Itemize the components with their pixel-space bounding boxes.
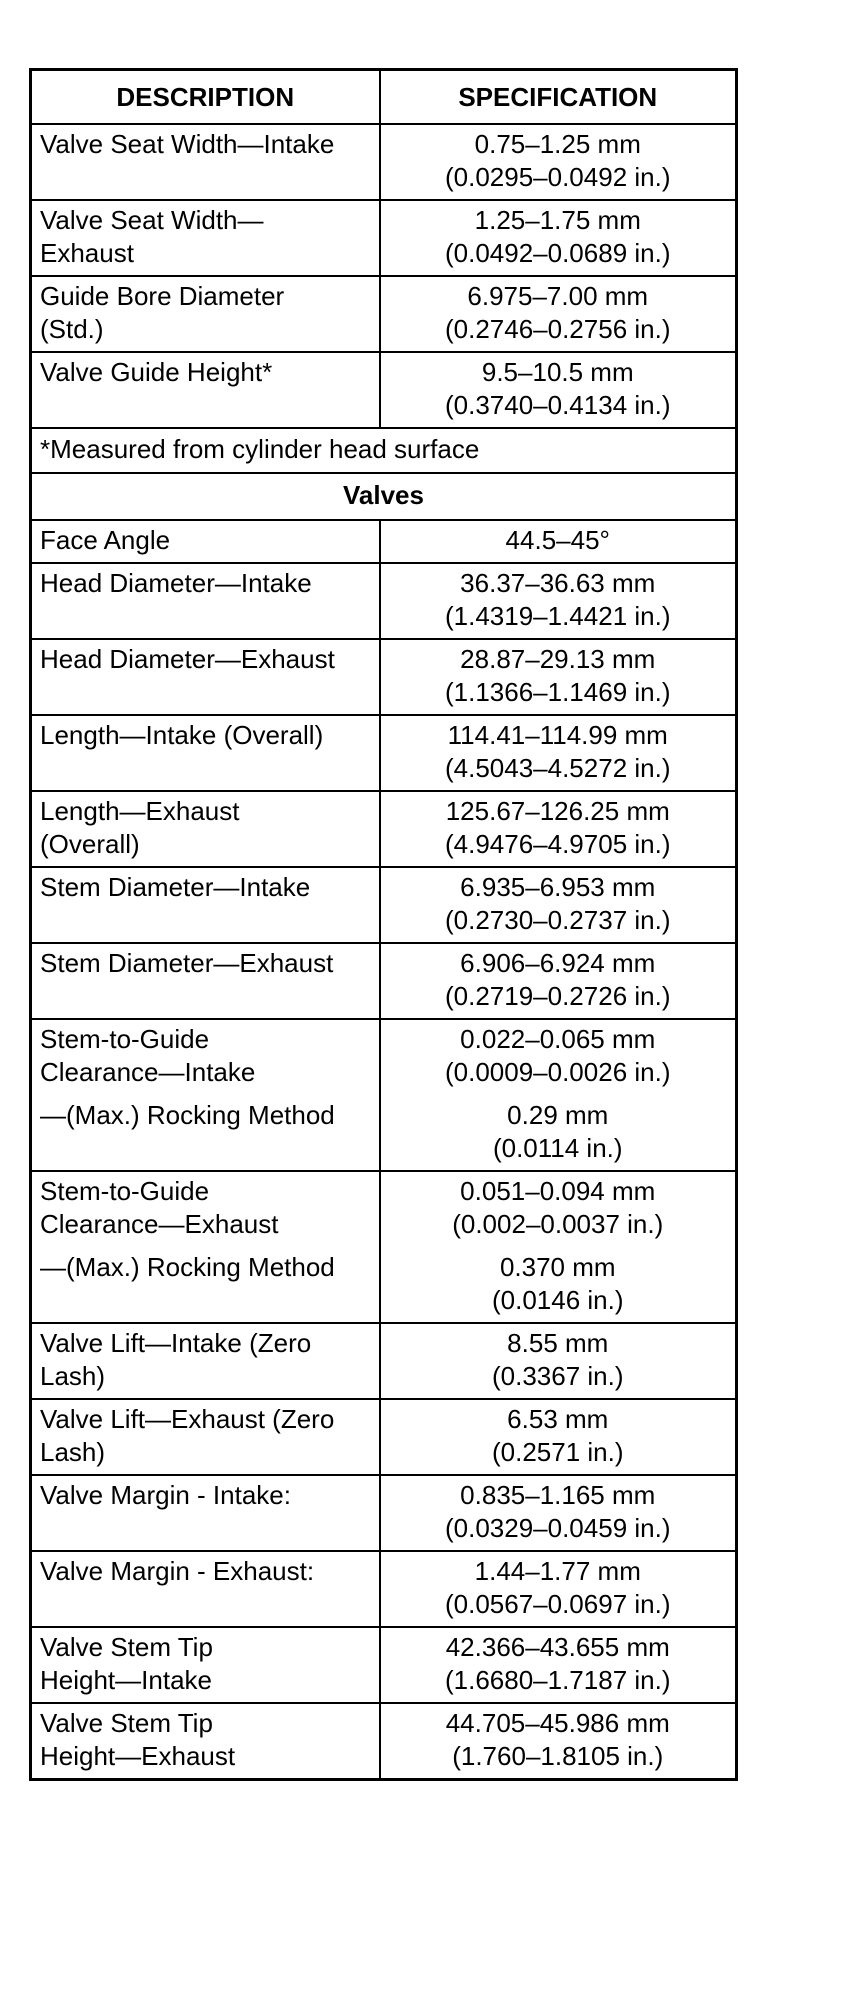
description-line: Head Diameter—Intake [40,568,312,598]
description-line: Length—Intake (Overall) [40,720,324,750]
specification-line: (4.9476–4.9705 in.) [444,829,671,859]
specification-line: (0.0295–0.0492 in.) [444,162,671,192]
description-cell [31,1171,380,1323]
table-row [31,520,737,563]
specification-line: 125.67–126.25 mm [445,796,670,826]
specification-line: 36.37–36.63 mm [460,568,656,598]
table-row [31,1019,737,1171]
specification-line: (0.0567–0.0697 in.) [444,1589,671,1619]
table-row [31,1475,737,1551]
header-row [31,70,737,125]
description-cell [31,715,380,791]
description-line: Stem Diameter—Exhaust [40,948,334,978]
table-row [31,1551,737,1627]
description-line: Face Angle [40,525,171,555]
description-line: Valve Guide Height* [40,357,273,387]
specification-line: 6.935–6.953 mm [460,872,656,902]
description-cell [31,791,380,867]
specification-line: (0.0329–0.0459 in.) [444,1513,671,1543]
table-row [31,943,737,1019]
specification-line [385,1089,732,1099]
note-row [31,428,737,473]
specification-line: (0.2730–0.2737 in.) [444,905,671,935]
specification-line: (0.3367 in.) [491,1361,624,1391]
specification-line: 44.705–45.986 mm [445,1708,670,1738]
description-cell [31,1627,380,1703]
specification-cell [380,200,737,276]
description-line: Valve Margin - Exhaust: [40,1556,315,1586]
specification-cell [380,1019,737,1171]
specification-line: 0.051–0.094 mm [460,1176,656,1206]
description-cell [31,1019,380,1171]
description-cell [31,520,380,563]
description-line: Guide Bore Diameter [40,281,285,311]
specification-cell [380,1475,737,1551]
table-body-valves [31,520,737,1780]
table-row [31,1171,737,1323]
description-line: Valve Seat Width—Intake [40,129,335,159]
description-line: Clearance—Intake [40,1057,256,1087]
specification-cell [380,1399,737,1475]
section-row [31,473,737,520]
specification-cell [380,276,737,352]
specification-line: 44.5–45° [505,525,610,555]
specification-line: (0.2719–0.2726 in.) [444,981,671,1011]
specification-line: 114.41–114.99 mm [447,720,668,750]
specification-line: (0.0114 in.) [492,1133,623,1163]
specification-cell [380,520,737,563]
specification-line: 0.370 mm [499,1252,616,1282]
specification-cell [380,1627,737,1703]
spec-table [29,68,738,1781]
specification-line: (0.0492–0.0689 in.) [444,238,671,268]
specification-cell [380,352,737,428]
description-line: Valve Stem Tip [40,1632,213,1662]
specification-line: (0.3740–0.4134 in.) [444,390,671,420]
table-row [31,1627,737,1703]
specification-cell [380,1171,737,1323]
specification-cell [380,1323,737,1399]
specification-cell [380,639,737,715]
description-cell [31,200,380,276]
table-body-middle [31,428,737,520]
description-line: —(Max.) Rocking Method [40,1252,335,1282]
specification-line: (1.4319–1.4421 in.) [444,601,671,631]
description-cell [31,867,380,943]
specification-line: 6.53 mm [507,1404,609,1434]
description-line: Height—Intake [40,1665,212,1695]
specification-line: 0.75–1.25 mm [474,129,641,159]
specification-cell [380,1551,737,1627]
description-line: Stem Diameter—Intake [40,872,311,902]
description-line: Clearance—Exhaust [40,1209,279,1239]
description-line: Stem-to-Guide [40,1024,210,1054]
specification-line: 9.5–10.5 mm [481,357,634,387]
description-line: Valve Margin - Intake: [40,1480,291,1510]
specification-line: 42.366–43.655 mm [445,1632,670,1662]
specification-cell [380,867,737,943]
description-line: Exhaust [40,238,134,268]
table-row [31,563,737,639]
description-line [40,1089,371,1099]
table-row [31,791,737,867]
specification-line: (1.1366–1.1469 in.) [444,677,671,707]
specification-line [385,1241,732,1251]
description-cell [31,563,380,639]
specification-line: 6.975–7.00 mm [467,281,649,311]
description-cell [31,276,380,352]
specification-line: (1.6680–1.7187 in.) [444,1665,671,1695]
specification-cell [380,124,737,200]
description-line: Valve Seat Width— [40,205,264,235]
description-cell [31,943,380,1019]
specification-line: 0.835–1.165 mm [460,1480,656,1510]
specification-line: 1.44–1.77 mm [474,1556,641,1586]
specification-line: 0.29 mm [507,1100,609,1130]
table-row [31,867,737,943]
specification-line: 6.906–6.924 mm [460,948,656,978]
specification-line: (4.5043–4.5272 in.) [444,753,671,783]
header-description: DESCRIPTION [31,70,380,125]
description-cell [31,1703,380,1780]
description-line: Valve Lift—Exhaust (Zero [40,1404,335,1434]
description-cell [31,1323,380,1399]
specification-line: (1.760–1.8105 in.) [452,1741,664,1771]
table-row [31,1703,737,1780]
specification-line: (0.2571 in.) [491,1437,624,1467]
description-line: (Std.) [40,314,104,344]
description-line: (Overall) [40,829,140,859]
description-cell [31,1399,380,1475]
description-line: Valve Lift—Intake (Zero [40,1328,312,1358]
specification-cell [380,943,737,1019]
description-cell [31,639,380,715]
specification-cell [380,715,737,791]
specification-line: 1.25–1.75 mm [474,205,641,235]
specification-cell [380,1703,737,1780]
specification-line: (0.0009–0.0026 in.) [444,1057,671,1087]
table-row [31,352,737,428]
specification-line: (0.2746–0.2756 in.) [444,314,671,344]
description-cell [31,1475,380,1551]
description-line: Valve Stem Tip [40,1708,213,1738]
specification-cell [380,791,737,867]
table-row [31,1323,737,1399]
specification-line: 0.022–0.065 mm [460,1024,656,1054]
description-line: Stem-to-Guide [40,1176,210,1206]
table-row [31,639,737,715]
header-specification: SPECIFICATION [380,70,737,125]
specification-line: (0.0146 in.) [491,1285,624,1315]
section-title: Valves [31,473,737,520]
table-row [31,124,737,200]
description-line: Lash) [40,1361,106,1391]
description-line: Height—Exhaust [40,1741,236,1771]
description-line: Head Diameter—Exhaust [40,644,335,674]
description-line: Length—Exhaust [40,796,240,826]
specification-line: 8.55 mm [507,1328,609,1358]
specification-line: 28.87–29.13 mm [460,644,656,674]
description-cell [31,1551,380,1627]
description-cell [31,352,380,428]
table-row [31,200,737,276]
description-line: Lash) [40,1437,106,1467]
specification-cell [380,563,737,639]
table-row [31,715,737,791]
description-line: —(Max.) Rocking Method [40,1100,335,1130]
footnote: *Measured from cylinder head surface [31,428,737,473]
table-body-top [31,124,737,428]
description-cell [31,124,380,200]
description-line [40,1241,371,1251]
table-row [31,276,737,352]
table-row [31,1399,737,1475]
specification-line: (0.002–0.0037 in.) [452,1209,664,1239]
